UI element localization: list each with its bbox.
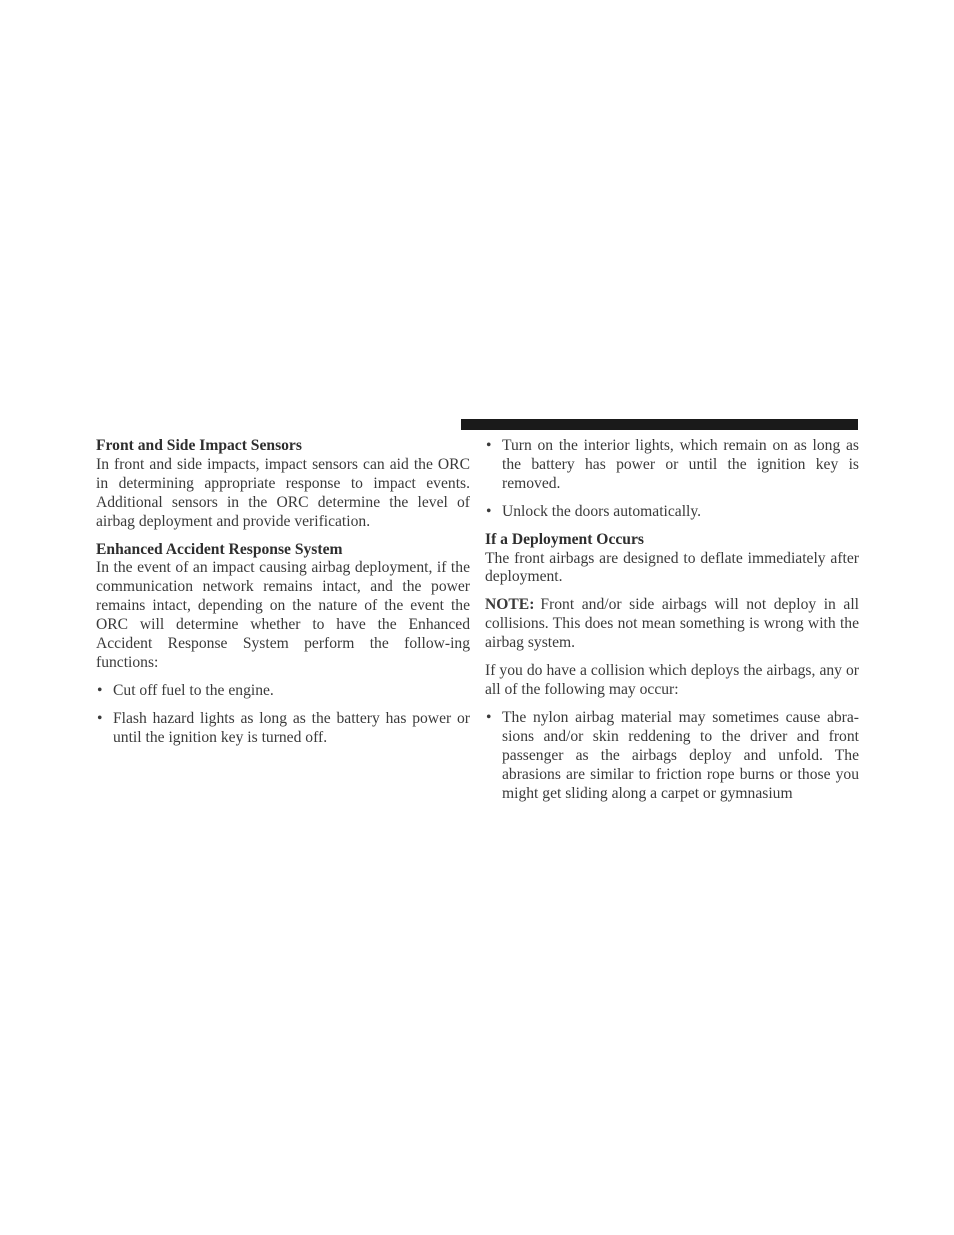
paragraph-impact-sensors: In front and side impacts, impact sensors can aid the ORC in determining appropriate response to impact events. Additional sensors in the ORC determine the level of airbag deployment and provide verification.: [96, 455, 470, 530]
collision-effects-list: [485, 709, 859, 804]
note-paragraph: [485, 596, 859, 653]
list-item-text: Cut off fuel to the engine.: [113, 681, 274, 699]
accident-response-list-continued: [485, 437, 859, 522]
bullet-icon: •: [486, 708, 492, 726]
section-heading-deployment: If a Deployment Occurs: [485, 530, 644, 548]
left-column: [96, 437, 470, 757]
bullet-icon: •: [486, 502, 492, 520]
list-item: [485, 503, 859, 522]
list-item-text: Flash hazard lights as long as the battery has power or until the ignition key is turned off.: [113, 709, 470, 746]
note-label: NOTE:: [485, 596, 535, 614]
section-heading-impact-sensors: Front and Side Impact Sensors: [96, 437, 302, 454]
paragraph-accident-response: In the event of an impact causing airbag deployment, if the communication network remains intact, and the power remains intact, depending on the nature of the event the ORC will determine whether to have the Enhanced Accident Response System perform the follow-ing functions:: [96, 559, 470, 671]
header-rule-bar: [461, 419, 858, 430]
list-item: [96, 682, 470, 701]
list-item-text: Turn on the interior lights, which remain on as long as the battery has power or until the ignition key is removed.: [502, 437, 859, 492]
section-heading-accident-response: Enhanced Accident Response System: [96, 540, 343, 558]
bullet-icon: •: [486, 437, 492, 454]
bullet-icon: •: [97, 681, 103, 699]
right-column: [485, 437, 859, 812]
paragraph-collision-intro: If you do have a collision which deploys the airbags, any or all of the following may occur:: [485, 662, 859, 698]
bullet-icon: •: [97, 709, 103, 727]
note-text: Front and/or side airbags will not deploy in all collisions. This does not mean something is wrong with the airbag system.: [485, 596, 859, 652]
accident-response-list: [96, 682, 470, 748]
list-item: [485, 709, 859, 804]
list-item-text: Unlock the doors automatically.: [502, 502, 702, 520]
paragraph-deployment: The front airbags are designed to deflate immediately after deployment.: [485, 549, 859, 586]
list-item: [485, 437, 859, 494]
list-item: [96, 710, 470, 748]
list-item-text: The nylon airbag material may sometimes cause abra-sions and/or skin reddening to the driver and front passenger as the airbags deploy and unfold. The abrasions are similar to friction rope burns or those you might get sliding along a carpet or gymnasium: [502, 708, 859, 802]
